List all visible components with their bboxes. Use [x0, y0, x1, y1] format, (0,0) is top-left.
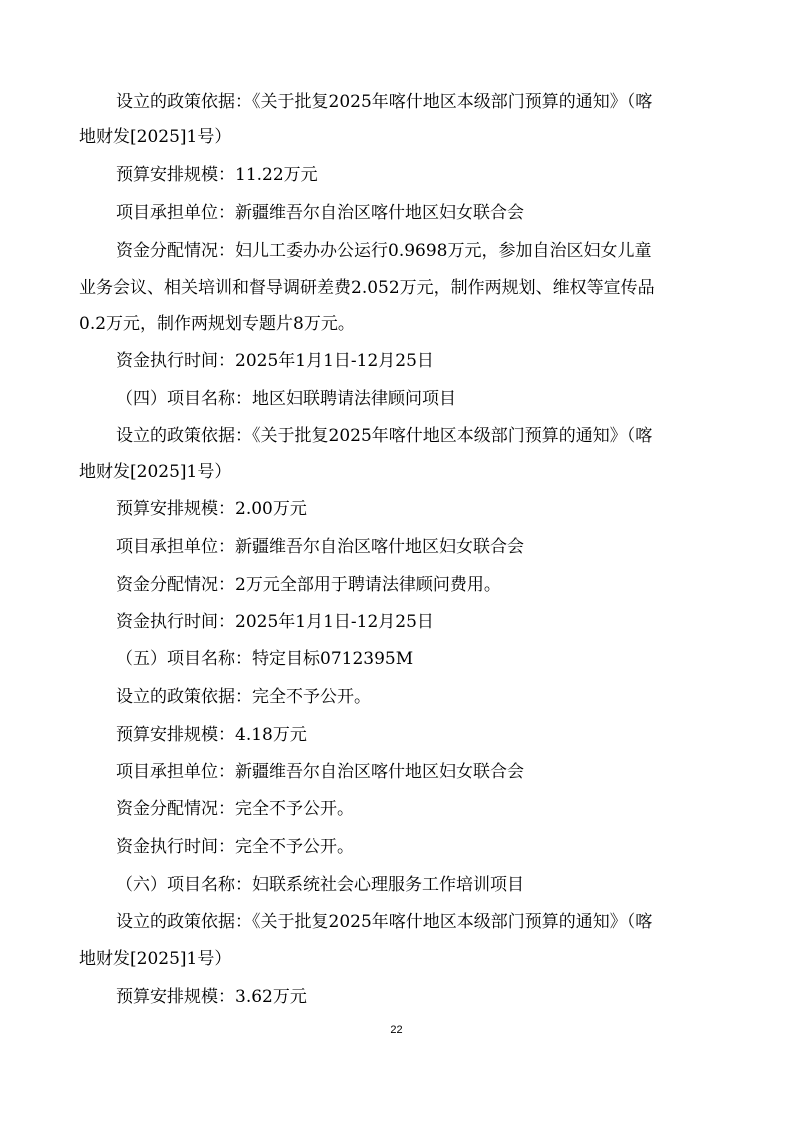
page-number: 22: [390, 1024, 403, 1036]
policy-basis-label: 设立的政策依据：《关于批复2025年喀什地区本级部门预算的通知》（喀: [116, 92, 653, 112]
fund-allocation-continuation: 业务会议、相关培训和督导调研差费2.052万元，制作两规划、维权等宣传品: [79, 278, 655, 298]
responsible-unit: 项目承担单位：新疆维吾尔自治区喀什地区妇女联合会: [116, 203, 524, 223]
policy-basis-label: 设立的政策依据：完全不予公开。: [116, 687, 371, 707]
policy-basis-label: 设立的政策依据：《关于批复2025年喀什地区本级部门预算的通知》（喀: [116, 912, 653, 932]
budget-scale: 预算安排规模：4.18万元: [116, 725, 307, 745]
budget-scale: 预算安排规模：2.00万元: [116, 499, 307, 519]
policy-basis-continuation: 地财发[2025]1号）: [79, 462, 232, 482]
responsible-unit: 项目承担单位：新疆维吾尔自治区喀什地区妇女联合会: [116, 537, 524, 557]
policy-basis-continuation: 地财发[2025]1号）: [79, 127, 232, 147]
execution-period: 资金执行时间：2025年1月1日-12月25日: [116, 351, 434, 371]
policy-basis-label: 设立的政策依据：《关于批复2025年喀什地区本级部门预算的通知》（喀: [116, 426, 653, 446]
project-heading-6: （六）项目名称：妇联系统社会心理服务工作培训项目: [116, 875, 524, 895]
fund-allocation: 资金分配情况：妇儿工委办办公运行0.9698万元，参加自治区妇女儿童: [116, 241, 652, 261]
budget-scale: 预算安排规模：3.62万元: [116, 987, 307, 1007]
project-heading-4: （四）项目名称：地区妇联聘请法律顾问项目: [116, 389, 456, 409]
responsible-unit: 项目承担单位：新疆维吾尔自治区喀什地区妇女联合会: [116, 762, 524, 782]
project-heading-5: （五）项目名称：特定目标0712395M: [116, 649, 414, 669]
policy-basis-continuation: 地财发[2025]1号）: [79, 949, 232, 969]
execution-period: 资金执行时间：完全不予公开。: [116, 837, 354, 857]
fund-allocation: 资金分配情况：完全不予公开。: [116, 799, 354, 819]
budget-scale: 预算安排规模：11.22万元: [116, 165, 318, 185]
fund-allocation-continuation: 0.2万元，制作两规划专题片8万元。: [79, 314, 355, 334]
execution-period: 资金执行时间：2025年1月1日-12月25日: [116, 612, 434, 632]
fund-allocation: 资金分配情况：2万元全部用于聘请法律顾问费用。: [116, 575, 501, 595]
